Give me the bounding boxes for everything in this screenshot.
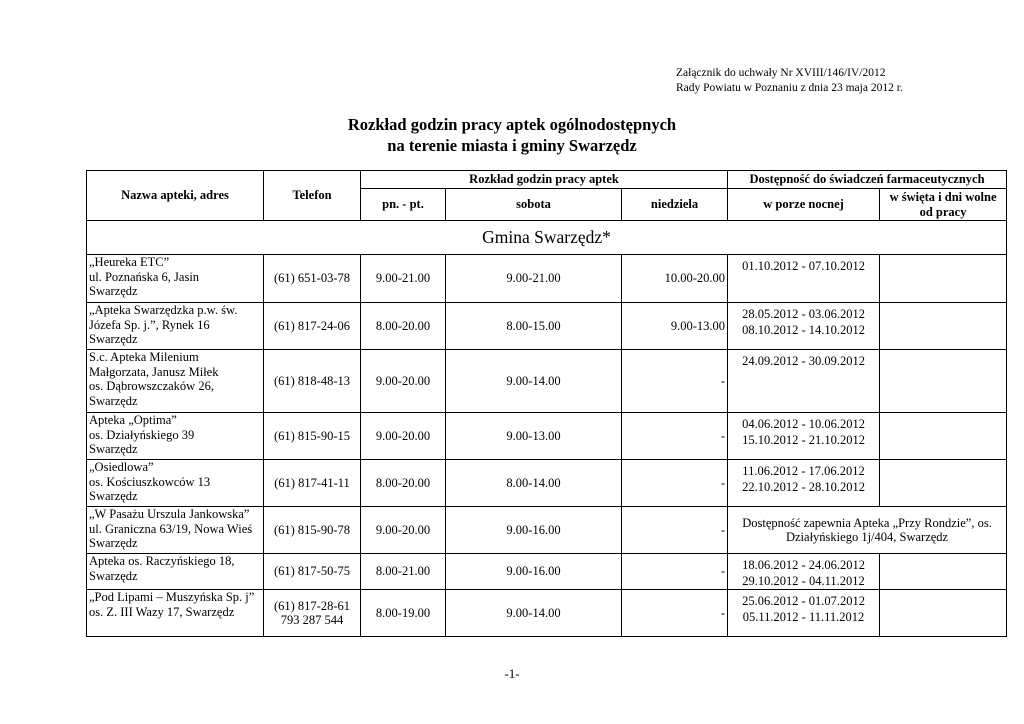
holiday-duty [880, 413, 1007, 460]
holiday-duty [880, 350, 1007, 413]
night-duty-period: 28.05.2012 - 03.06.2012 [742, 307, 865, 321]
availability-note: Dostępność zapewnia Apteka „Przy Rondzie”, os. Działyńskiego 1j/404, Swarzędz [728, 507, 1007, 554]
pharmacy-phone: (61) 817-24-06 [264, 303, 361, 350]
hours-saturday: 9.00-16.00 [446, 554, 622, 590]
header-sunday: niedziela [622, 189, 728, 221]
hours-sunday: 10.00-20.00 [622, 255, 728, 303]
pharmacy-phone: (61) 817-41-11 [264, 460, 361, 507]
pharmacy-name: „Osiedlowa” os. Kościuszkowców 13 Swarzędz [87, 460, 264, 507]
resolution-note [676, 66, 903, 96]
table-row [87, 303, 1007, 350]
pharmacy-phone: (61) 651-03-78 [264, 255, 361, 303]
hours-saturday: 9.00-16.00 [446, 507, 622, 554]
document-title [0, 114, 1024, 156]
hours-sunday: - [622, 460, 728, 507]
resolution-line-2: Rady Powiatu w Poznaniu z dnia 23 maja 2012 r. [676, 82, 903, 94]
table-row [87, 255, 1007, 303]
header-night: w porze nocnej [728, 189, 880, 221]
pharmacy-name: S.c. Apteka Milenium Małgorzata, Janusz Miłek os. Dąbrowszczaków 26, Swarzędz [87, 350, 264, 413]
night-duty-period: 18.06.2012 - 24.06.2012 [742, 558, 865, 572]
hours-sunday: 9.00-13.00 [622, 303, 728, 350]
hours-weekdays: 8.00-21.00 [361, 554, 446, 590]
header-weekdays: pn. - pt. [361, 189, 446, 221]
table-row [87, 413, 1007, 460]
night-duty-period: 24.09.2012 - 30.09.2012 [742, 354, 865, 368]
hours-weekdays: 8.00-19.00 [361, 590, 446, 637]
hours-weekdays: 9.00-20.00 [361, 413, 446, 460]
night-duty-period: 11.06.2012 - 17.06.2012 [742, 464, 865, 478]
header-holidays: w święta i dni wolne od pracy [880, 189, 1007, 221]
pharmacy-name: „W Pasażu Urszula Jankowska” ul. Graniczna 63/19, Nowa Wieś Swarzędz [87, 507, 264, 554]
holiday-duty [880, 460, 1007, 507]
table-row [87, 507, 1007, 554]
hours-saturday: 9.00-14.00 [446, 350, 622, 413]
night-duty-period: 05.11.2012 - 11.11.2012 [742, 610, 865, 624]
pharmacy-name: „Heureka ETC” ul. Poznańska 6, Jasin Swarzędz [87, 255, 264, 303]
pharmacy-hours-table [86, 170, 1007, 637]
night-duty-period: 15.10.2012 - 21.10.2012 [742, 433, 865, 447]
night-duty-dates [728, 554, 880, 590]
pharmacy-name: Apteka „Optima” os. Działyńskiego 39 Swarzędz [87, 413, 264, 460]
hours-saturday: 9.00-21.00 [446, 255, 622, 303]
night-duty-dates [728, 255, 880, 303]
table-row [87, 590, 1007, 637]
hours-saturday: 9.00-14.00 [446, 590, 622, 637]
page-number: -1- [504, 666, 520, 681]
holiday-duty [880, 303, 1007, 350]
table-row [87, 350, 1007, 413]
resolution-line-1: Załącznik do uchwały Nr XVIII/146/IV/2012 [676, 67, 886, 79]
night-duty-period: 22.10.2012 - 28.10.2012 [742, 480, 865, 494]
hours-sunday: - [622, 350, 728, 413]
hours-saturday: 8.00-14.00 [446, 460, 622, 507]
header-name: Nazwa apteki, adres [87, 171, 264, 221]
pharmacy-name: „Pod Lipami – Muszyńska Sp. j” os. Z. III Wazy 17, Swarzędz [87, 590, 264, 637]
holiday-duty [880, 554, 1007, 590]
night-duty-dates [728, 590, 880, 637]
header-hours-group: Rozkład godzin pracy aptek [361, 171, 728, 189]
pharmacy-phone: (61) 815-90-78 [264, 507, 361, 554]
title-line-1: Rozkład godzin pracy aptek ogólnodostępnych [347, 115, 677, 134]
section-heading: Gmina Swarzędz* [87, 221, 1007, 255]
header-availability-group: Dostępność do świadczeń farmaceutycznych [728, 171, 1007, 189]
night-duty-period: 01.10.2012 - 07.10.2012 [742, 259, 865, 273]
pharmacy-phone: (61) 817-50-75 [264, 554, 361, 590]
hours-saturday: 9.00-13.00 [446, 413, 622, 460]
hours-weekdays: 8.00-20.00 [361, 303, 446, 350]
holiday-duty [880, 255, 1007, 303]
hours-sunday: - [622, 590, 728, 637]
pharmacy-phone: (61) 815-90-15 [264, 413, 361, 460]
hours-saturday: 8.00-15.00 [446, 303, 622, 350]
night-duty-dates [728, 303, 880, 350]
pharmacy-name: „Apteka Swarzędzka p.w. św. Józefa Sp. j.”, Rynek 16 Swarzędz [87, 303, 264, 350]
hours-sunday: - [622, 507, 728, 554]
holiday-duty [880, 590, 1007, 637]
night-duty-dates [728, 460, 880, 507]
night-duty-period: 25.06.2012 - 01.07.2012 [742, 594, 865, 608]
night-duty-dates [728, 350, 880, 413]
header-phone: Telefon [264, 171, 361, 221]
table-row [87, 554, 1007, 590]
hours-weekdays: 9.00-21.00 [361, 255, 446, 303]
title-line-2: na terenie miasta i gminy Swarzędz [387, 136, 637, 155]
hours-weekdays: 9.00-20.00 [361, 507, 446, 554]
hours-weekdays: 8.00-20.00 [361, 460, 446, 507]
hours-sunday: - [622, 413, 728, 460]
night-duty-dates [728, 413, 880, 460]
header-saturday: sobota [446, 189, 622, 221]
pharmacy-phone: (61) 818-48-13 [264, 350, 361, 413]
pharmacy-phone: (61) 817-28-61 793 287 544 [264, 590, 361, 637]
pharmacy-name: Apteka os. Raczyńskiego 18, Swarzędz [87, 554, 264, 590]
hours-sunday: - [622, 554, 728, 590]
night-duty-period: 08.10.2012 - 14.10.2012 [742, 323, 865, 337]
night-duty-period: 29.10.2012 - 04.11.2012 [742, 574, 865, 588]
night-duty-period: 04.06.2012 - 10.06.2012 [742, 417, 865, 431]
hours-weekdays: 9.00-20.00 [361, 350, 446, 413]
table-row [87, 460, 1007, 507]
